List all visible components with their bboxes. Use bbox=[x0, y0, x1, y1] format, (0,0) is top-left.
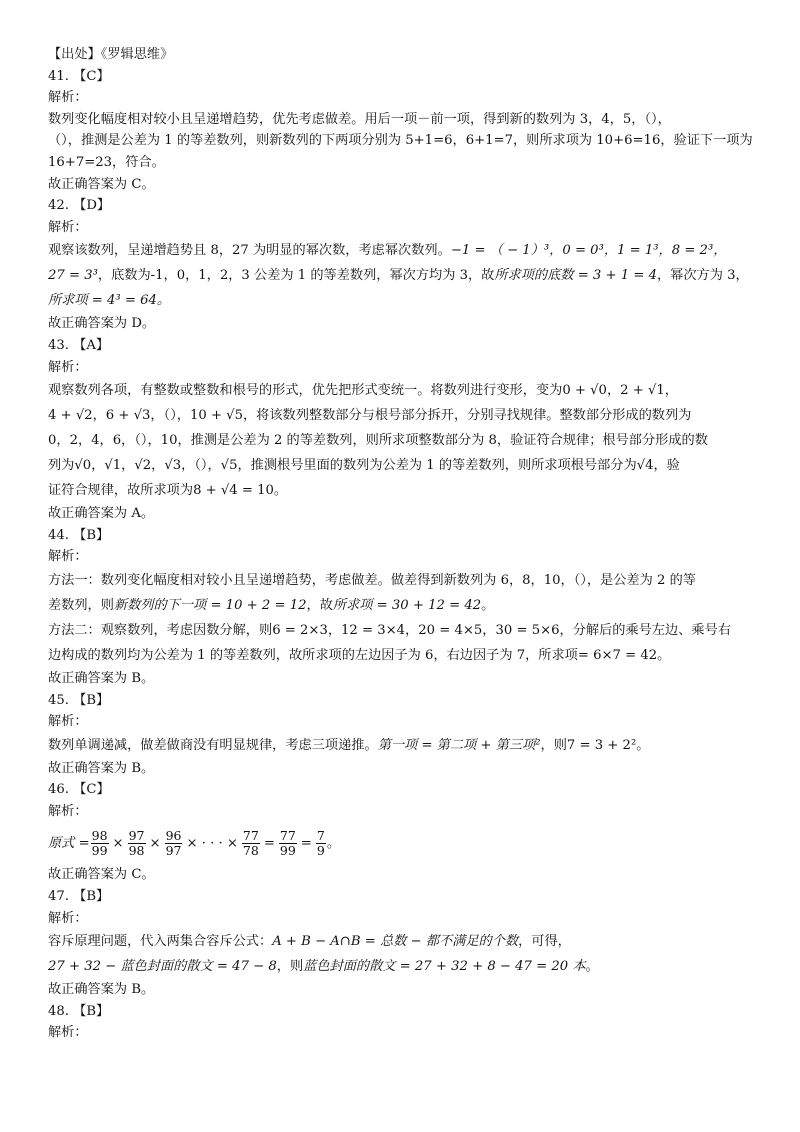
q42-text-1a: 观察该数列，呈递增趋势且 8，27 为明显的幂次数，考虑幂次数列。 bbox=[48, 243, 451, 259]
q47-math-1: A + B − A∩B = 总数 − 都不满足的个数 bbox=[272, 934, 519, 950]
q48-heading: 48. 【B】 bbox=[48, 1003, 110, 1019]
source-line: 【出处】《罗辑思维》 bbox=[48, 47, 174, 62]
q45-math-1c: 7 = 3 + 2² bbox=[566, 737, 637, 753]
q43-text-2b: ，将该数列整数部分与根号部分拆开，分别寻找规律。整数部分形成的数列为 bbox=[242, 408, 692, 424]
q44-method2-line1 bbox=[48, 618, 768, 643]
q45-text-1 bbox=[48, 733, 768, 758]
q47-text-1a: 容斥原理问题，代入两集合容斥公式： bbox=[48, 934, 273, 950]
q43-math-2: 4 + √2，6 + √3，（），10 + √5 bbox=[48, 408, 243, 424]
q44-heading: 44. 【B】 bbox=[48, 527, 110, 543]
q46-formula: 原式 = $\frac{98}{99}$ × $\frac{97}{98}$ × $\frac{96}{97}$ × · · · × $\frac{77}{78}$ = $\frac{77}{99}$ = $\frac{7}{9}$ 。 bbox=[48, 827, 340, 858]
q44-method1-line1: 方法一：数列变化幅度相对较小且呈递增趋势，考虑做差。做差得到新数列为 6，8，10，（），是公差为 2 的等 bbox=[48, 572, 696, 588]
q43-text-1 bbox=[48, 378, 768, 403]
q42-text-2d: ，幂次方为 3， bbox=[656, 268, 749, 284]
q45-text-1d: 。 bbox=[636, 737, 650, 753]
q43-text-3: 0，2，4，6，（），10，推测是公差为 2 的等差数列，则所求项整数部分为 8，验证符合规律；根号部分形成的数 bbox=[48, 433, 708, 449]
q44-math-m2: 6 = 2×3，12 = 3×4，20 = 4×5，30 = 5×6 bbox=[272, 622, 560, 638]
q42-math-3: 所求项 = 4³ = 64。 bbox=[48, 293, 171, 309]
q47-heading: 47. 【B】 bbox=[48, 889, 110, 905]
q46-dots: × · · · × bbox=[186, 835, 238, 851]
q47-analysis-label: 解析： bbox=[48, 910, 88, 926]
q48-analysis-label: 解析： bbox=[48, 1025, 88, 1041]
q45-math-1: 第一项 = 第二项 + 第三项² bbox=[377, 737, 541, 753]
q44-text-m1d: ，故 bbox=[306, 597, 333, 613]
q43-math-4: √0，√1，√2，√3，（），√5 bbox=[74, 458, 238, 474]
q46-answer: 故正确答案为 C。 bbox=[48, 867, 155, 883]
q43-text-4d: ，验 bbox=[653, 458, 680, 474]
q41-answer: 故正确答案为 C。 bbox=[48, 176, 155, 192]
q43-text-4 bbox=[48, 453, 768, 478]
q44-text-m2a: 方法二：观察数列，考虑因数分解，则 bbox=[48, 622, 273, 638]
q44-text-m2c: 边构成的数列均为公差为 1 的等差数列，故所求项的左边因子为 6，右边因子为 7，所求项 bbox=[48, 647, 578, 663]
q42-math-2c: 所求项的底数 = 3 + 1 = 4 bbox=[494, 268, 657, 284]
q44-text-m1b: 差数列，则 bbox=[48, 597, 114, 613]
q47-text-2d: 。 bbox=[585, 959, 599, 975]
q44-text-m2b: ，分解后的乘号左边、乘号右 bbox=[559, 622, 731, 638]
q41-text-1: 数列变化幅度相对较小且呈递增趋势，优先考虑做差。用后一项－前一项，得到新的数列为 3，4，5，（）， bbox=[48, 111, 671, 127]
q46-fraction-1: $\frac{98}{99}$ bbox=[91, 827, 108, 858]
q43-heading: 43. 【A】 bbox=[48, 337, 110, 353]
q43-text-1a: 观察数列各项，有整数或整数和根号的形式，优先把形式变统一。将数列进行变形，变为 bbox=[48, 383, 563, 399]
q43-math-1b: ，2 + √1， bbox=[606, 383, 678, 399]
q41-heading: 41. 【C】 bbox=[48, 68, 110, 84]
q47-text-1b: ，可得， bbox=[518, 934, 571, 950]
document-page bbox=[48, 44, 768, 1044]
q42-analysis-label: 解析： bbox=[48, 219, 88, 235]
q43-text-4b: ，推测根号里面的数列为公差为 1 的等差数列，则所求项根号部分为 bbox=[237, 458, 637, 474]
q41-text-3: 16+7=23，符合。 bbox=[48, 154, 165, 170]
q47-math-2c: 蓝色封面的散文 = 27 + 32 + 8 − 47 = 20 本 bbox=[303, 959, 586, 975]
q44-math-m1e: 所求项 = 30 + 12 = 42 bbox=[332, 597, 482, 613]
q43-math-5: 8 + √4 = 10 bbox=[193, 483, 274, 499]
q47-math-2a: 27 + 32 − 蓝色封面的散文 = 47 − 8 bbox=[48, 959, 277, 975]
q41-text-2: （），推测是公差为 1 的等差数列，则新数列的下两项分别为 5+1=6，6+1=7，则所求项为 10+6=16，验证下一项为 bbox=[48, 133, 753, 149]
q44-answer: 故正确答案为 B。 bbox=[48, 670, 155, 686]
q44-math-m1c: 新数列的下一项 = 10 + 2 = 12 bbox=[113, 597, 307, 613]
q42-answer: 故正确答案为 D。 bbox=[48, 316, 156, 332]
q42-heading: 42. 【D】 bbox=[48, 198, 111, 214]
q42-math-2a: 27 = 3³ bbox=[48, 268, 98, 284]
q43-text-5 bbox=[48, 478, 768, 503]
q43-text-4a: 列为 bbox=[48, 458, 75, 474]
q41-analysis-label: 解析： bbox=[48, 90, 88, 106]
q42-text-3 bbox=[48, 288, 768, 313]
q47-text-2b: ，则 bbox=[276, 959, 304, 975]
q44-math-m2d: = 6×7 = 42 bbox=[577, 647, 658, 663]
q45-answer: 故正确答案为 B。 bbox=[48, 760, 155, 776]
q42-text-1 bbox=[48, 238, 768, 263]
q45-heading: 45. 【B】 bbox=[48, 692, 110, 708]
q46-analysis-label: 解析： bbox=[48, 803, 88, 819]
q47-text-2 bbox=[48, 954, 768, 979]
q45-text-1b: ，则 bbox=[540, 737, 567, 753]
q46-lhs: 原式 = bbox=[48, 835, 90, 851]
q42-text-2 bbox=[48, 263, 768, 288]
q47-text-1 bbox=[48, 929, 768, 954]
q45-analysis-label: 解析： bbox=[48, 714, 88, 730]
q45-text-1a: 数列单调递减，做差做商没有明显规律，考虑三项递推。 bbox=[48, 737, 378, 753]
q43-text-5b: 。 bbox=[273, 483, 288, 499]
q44-text-m2e: 。 bbox=[657, 647, 671, 663]
q46-heading: 46. 【C】 bbox=[48, 782, 110, 798]
q46-fraction-3: $\frac{96}{97}$ bbox=[165, 827, 182, 858]
q43-math-1a: 0 + √0 bbox=[562, 383, 607, 399]
q43-answer: 故正确答案为 A。 bbox=[48, 506, 155, 522]
q43-analysis-label: 解析： bbox=[48, 359, 88, 375]
q43-math-4c: √4 bbox=[636, 458, 654, 474]
q43-text-5a: 证符合规律，故所求项为 bbox=[48, 483, 194, 499]
q46-fraction-5: $\frac{77}{99}$ bbox=[279, 827, 296, 858]
q46-fraction-4: $\frac{77}{78}$ bbox=[242, 827, 259, 858]
q47-answer: 故正确答案为 B。 bbox=[48, 982, 155, 998]
q44-method1-line2 bbox=[48, 593, 768, 618]
q42-math-1: −1 = （ − 1）³，0 = 0³，1 = 1³，8 = 2³， bbox=[450, 243, 727, 259]
q44-text-m1f: 。 bbox=[481, 597, 495, 613]
q43-text-2 bbox=[48, 403, 768, 428]
q44-analysis-label: 解析： bbox=[48, 549, 88, 565]
q46-fraction-6: $\frac{7}{9}$ bbox=[316, 827, 325, 858]
q44-method2-line2 bbox=[48, 643, 768, 668]
q46-fraction-2: $\frac{97}{98}$ bbox=[128, 827, 145, 858]
q42-text-2b: ，底数为-1，0，1，2，3 公差为 1 的等差数列，幂次方均为 3，故 bbox=[97, 268, 495, 284]
